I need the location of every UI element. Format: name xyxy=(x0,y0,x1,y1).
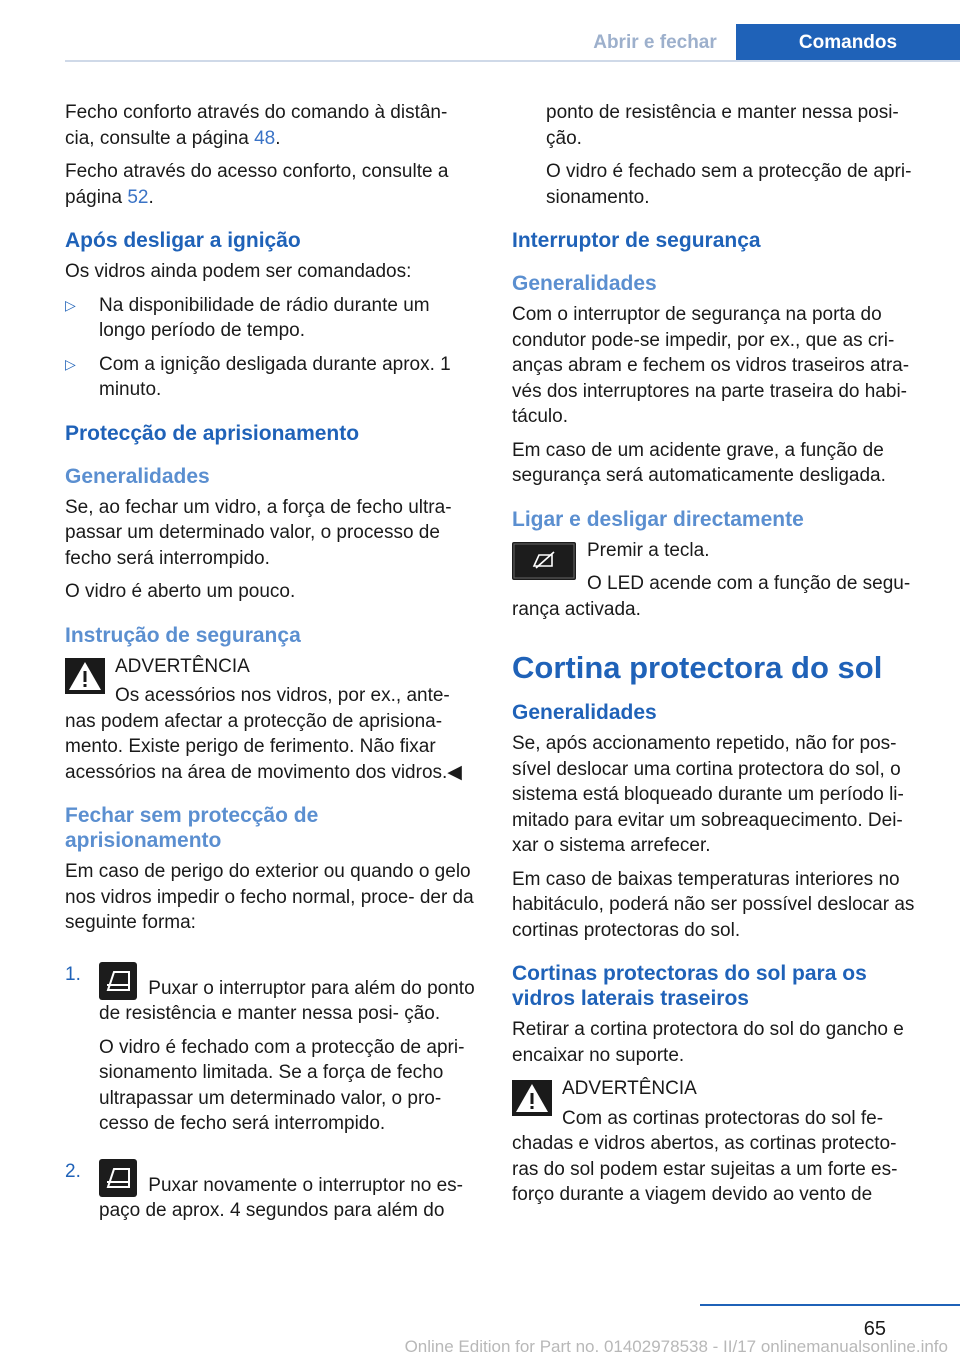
sun-paragraph-2: Em caso de baixas temperaturas interiores no habitáculo, poderá não ser possível deslocar as cortinas protectoras do sol. xyxy=(512,868,915,941)
tab-comandos[interactable]: Comandos xyxy=(736,24,960,62)
list-item: ▷ Com a ignição desligada durante aprox. 1 minuto. xyxy=(65,353,451,400)
steps-list xyxy=(65,962,480,1224)
step-number: 1. xyxy=(65,963,81,985)
window-switch-icon xyxy=(99,962,137,1000)
page-link-48[interactable]: 48 xyxy=(254,127,276,149)
right-column xyxy=(512,100,927,1212)
page-number: 65 xyxy=(863,1318,886,1340)
warning-title: ADVERTÊNCIA xyxy=(562,1078,697,1099)
general-paragraph-1: Se, ao fechar um vidro, a força de fecho ultra‐ passar um determinado valor, o processo de fecho será interrompido. xyxy=(65,496,452,569)
step-1: 1. Puxar o interruptor para além do ponto de resistência e manter nessa posi‐ ção. O vidro é fechado com a protecção de apri‐ sionamento limitada. Se a força de fecho ultrapassar um determinado valor, o pro‐ cesso de fecho será interrompido. xyxy=(65,962,480,1137)
sun-paragraph-1: Se, após accionamento repetido, não for pos‐ sível deslocar uma cortina protectora do sol, o sistema está bloqueado durante um período li‐ mitado para evitar um sobreaquecimento. Dei‐ xar o sistema arrefecer. xyxy=(512,733,904,856)
key-press-text: Premir a tecla. xyxy=(587,539,710,561)
switch-paragraph-2: Em caso de um acidente grave, a função de segurança será automaticamente desligada. xyxy=(512,439,886,486)
bullet-arrow-icon: ▷ xyxy=(65,355,76,372)
subheading-general: Generalidades xyxy=(512,272,657,295)
intro-paragraph-2: Fecho através do acesso conforto, consulte a página 52. xyxy=(65,161,449,208)
left-column xyxy=(65,100,480,1246)
intro-paragraph-1: Fecho conforto através do comando à distân‐ cia, consulte a página 48. xyxy=(65,102,448,149)
list-item: ▷ Na disponibilidade de rádio durante um longo período de tempo. xyxy=(65,294,430,341)
window-switch-icon xyxy=(99,1159,137,1197)
tab-abrir-e-fechar[interactable]: Abrir e fechar xyxy=(593,32,717,53)
warning-triangle-icon xyxy=(65,658,105,694)
step-2-continuation: ponto de resistência e manter nessa posi‐ ção. xyxy=(546,102,899,149)
step-2: 2. Puxar novamente o interruptor no es‐ paço de aprox. 4 segundos para além do xyxy=(65,1160,464,1221)
step-number: 2. xyxy=(65,1160,81,1182)
bullet-list xyxy=(65,293,480,403)
heading-safety-switch: Interruptor de segurança xyxy=(512,229,761,252)
key-instruction xyxy=(512,538,927,623)
subheading-general: Generalidades xyxy=(65,464,210,488)
heading-after-ignition: Após desligar a ignição xyxy=(65,229,301,252)
warning-text: Com as cortinas protectoras do sol fe‐ chadas e vidros abertos, as cortinas protecto‐ ras do sol podem estar sujeitas a um forte es‐ forço durante a viagem devido ao vento de xyxy=(512,1107,898,1205)
bullet-arrow-icon: ▷ xyxy=(65,296,76,313)
close-paragraph: Em caso de perigo do exterior ou quando o gelo nos vidros impedir o fecho normal, proce‐ der da seguinte forma: xyxy=(65,861,474,933)
warning-text: Os acessórios nos vidros, por ex., ante‐ nas podem afectar a protecção de aprisiona‐ mento. Existe perigo de ferimento. Não fixar acessórios na área de movimento dos vidros.◀ xyxy=(65,685,462,783)
key-led-text: O LED acende com a função de segu‐ rança activada. xyxy=(512,573,911,620)
heading-general: Generalidades xyxy=(512,701,657,724)
header-divider xyxy=(65,60,960,62)
switch-paragraph-1: Com o interruptor de segurança na porta do condutor pode-se impedir, por ex., que as cri‐ anças abram e fechem os vidros traseiros atra‐ vés dos interruptores na parte traseira do habi‐ táculo. xyxy=(512,304,910,427)
warning-block xyxy=(65,654,480,786)
subheading-close-without-protection: Fechar sem protecção de aprisionamento xyxy=(65,804,319,852)
general-paragraph-2: O vidro é aberto um pouco. xyxy=(65,581,296,602)
warning-triangle-icon xyxy=(512,1080,552,1116)
subheading-safety: Instrução de segurança xyxy=(65,623,301,647)
rear-paragraph: Retirar a cortina protectora do sol do gancho e encaixar no suporte. xyxy=(512,1019,904,1066)
warning-title: ADVERTÊNCIA xyxy=(115,655,250,677)
subheading-direct-toggle: Ligar e desligar directamente xyxy=(512,507,804,531)
page-link-52[interactable]: 52 xyxy=(127,186,149,208)
watermark: Online Edition for Part no. 01402978538 - II/17 onlinemanualsonline.info xyxy=(404,1337,948,1356)
heading-sun-blind: Cortina protectora do sol xyxy=(512,650,883,685)
heading-rear-sun-blinds: Cortinas protectoras do sol para os vidros laterais traseiros xyxy=(512,962,867,1010)
warning-block xyxy=(512,1076,927,1208)
step-1-detail: O vidro é fechado com a protecção de apri‐ sionamento limitada. Se a força de fecho ultrapassar um determinado valor, o pro‐ cesso de fecho será interrompido. xyxy=(99,1036,465,1134)
after-ignition-text: Os vidros ainda podem ser comandados: xyxy=(65,261,412,282)
step-2-detail: O vidro é fechado sem a protecção de apri‐ sionamento. xyxy=(546,161,912,208)
heading-protection: Protecção de aprisionamento xyxy=(65,421,360,445)
safety-switch-key-icon xyxy=(512,542,576,580)
footer-divider xyxy=(700,1304,960,1306)
